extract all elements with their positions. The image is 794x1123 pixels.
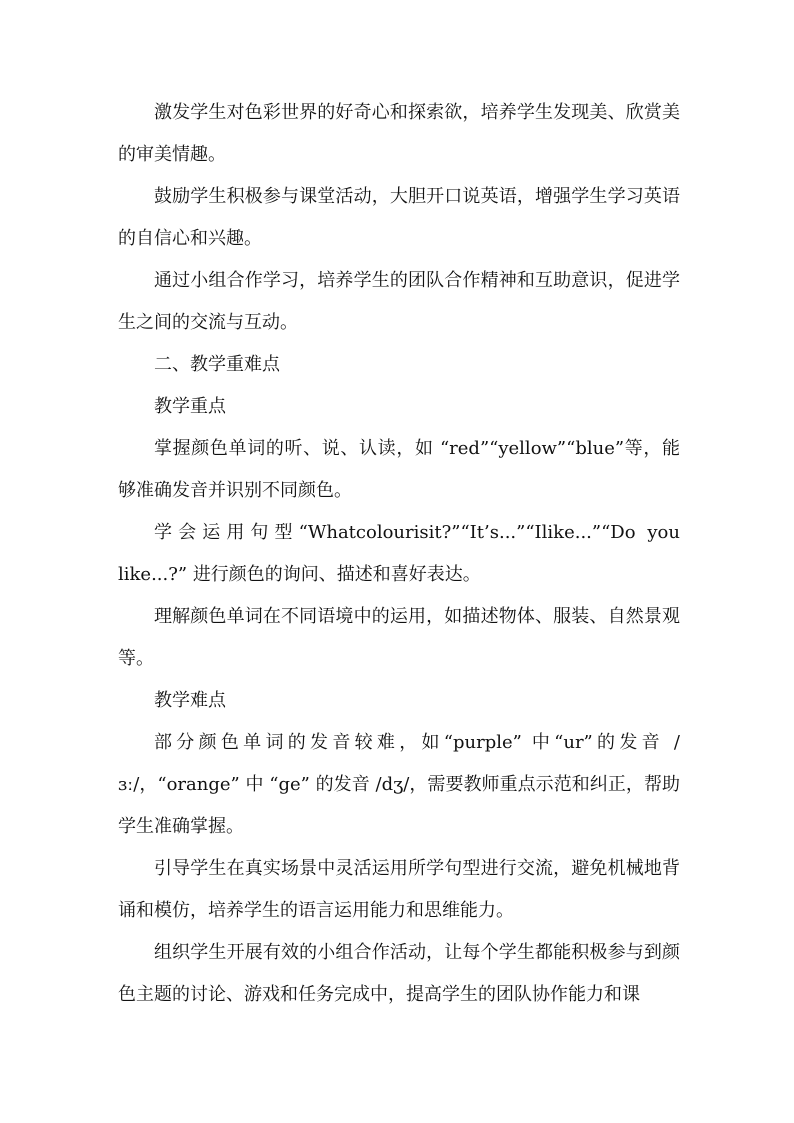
paragraph-pronunciation: 部分颜色单词的发音较难，如“purple” 中“ur”的发音 /ɜː/，“orange” 中 “ge” 的发音 /dʒ/，需要教师重点示范和纠正，帮助学生准确掌握。 bbox=[118, 732, 680, 837]
subheading-difficult-points: 教学难点 bbox=[154, 690, 226, 711]
paragraph-sentence-patterns: 学会运用句型“Whatcolourisit?”“It’s...”“Ilike...”“Do you like...?” 进行颜色的询问、描述和喜好表达。 bbox=[118, 522, 680, 585]
paragraph-participation-goal: 鼓励学生积极参与课堂活动，大胆开口说英语，增强学生学习英语的自信心和兴趣。 bbox=[118, 186, 680, 249]
paragraph-teamwork-goal: 通过小组合作学习，培养学生的团队合作精神和互助意识，促进学生之间的交流与互动。 bbox=[118, 270, 680, 333]
paragraph-group-activities: 组织学生开展有效的小组合作活动，让每个学生都能积极参与到颜色主题的讨论、游戏和任务完成中，提高学生的团队协作能力和课 bbox=[118, 942, 680, 1005]
paragraph-color-words: 掌握颜色单词的听、说、认读，如 “red”“yellow”“blue”等，能够准确发音并识别不同颜色。 bbox=[118, 438, 680, 501]
section-heading-key-difficult-points: 二、教学重难点 bbox=[154, 354, 280, 375]
document-body bbox=[118, 92, 680, 1016]
paragraph-real-scenarios: 引导学生在真实场景中灵活运用所学句型进行交流，避免机械地背诵和模仿，培养学生的语言运用能力和思维能力。 bbox=[118, 858, 680, 921]
subheading-key-points: 教学重点 bbox=[154, 396, 226, 417]
paragraph-context-usage: 理解颜色单词在不同语境中的运用，如描述物体、服装、自然景观等。 bbox=[118, 606, 680, 669]
paragraph-aesthetic-goal: 激发学生对色彩世界的好奇心和探索欲，培养学生发现美、欣赏美的审美情趣。 bbox=[118, 102, 680, 165]
